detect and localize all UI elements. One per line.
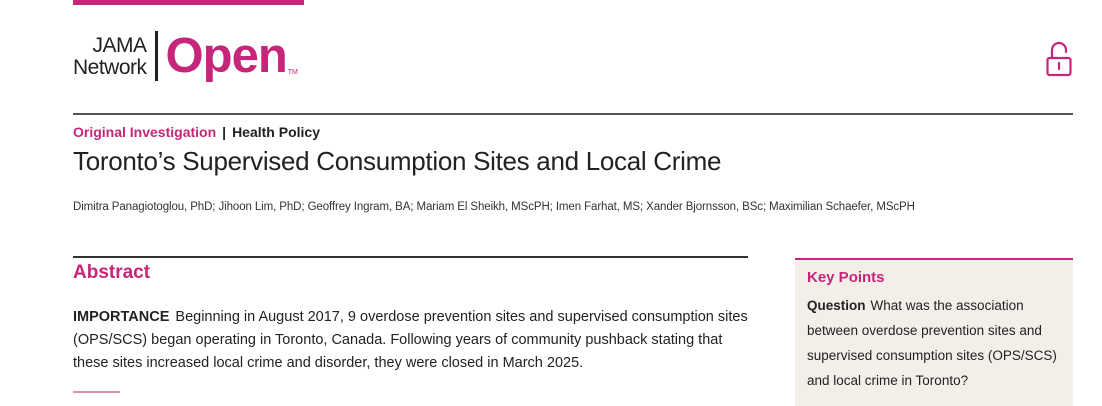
question-label: Question [807,298,866,313]
key-points-heading: Key Points [807,269,885,286]
question-text: What was the association between overdose prevention sites and supervised consumption sites (OPS/SCS) and local crime in Toronto? [807,298,1057,388]
logo-network: Network [73,55,147,79]
category-separator: | [222,124,227,140]
importance-text: Beginning in August 2017, 9 overdose prevention sites and supervised consumption sites (OPS/SCS) began operating in Toronto, Canada. Following years of community pushback stating that these sites increased local crime and disorder, they were closed in March 2025. [73,309,748,371]
jama-network-open-logo[interactable] [73,30,298,82]
key-points-box [795,258,1073,406]
open-lock-icon[interactable] [1045,40,1073,78]
logo-open: Open [165,28,287,83]
abstract-importance [73,306,753,375]
article-type-link[interactable]: Original Investigation [73,124,217,140]
top-accent-bar [73,0,304,5]
logo-divider [155,31,158,81]
key-points-top-rule [795,258,1073,260]
logo-trademark: TM [287,69,298,76]
logo-jama: JAMA [92,33,147,57]
abstract-heading: Abstract [73,262,151,283]
article-category [73,124,320,140]
header-divider [73,113,1073,115]
article-topic: Health Policy [232,124,320,140]
key-points-question [807,293,1065,393]
article-title: Toronto’s Supervised Consumption Sites and Local Crime [73,146,722,176]
author-list: Dimitra Panagiotoglou, PhD; Jihoon Lim, PhD; Geoffrey Ingram, BA; Mariam El Sheikh, MScPH; Imen Farhat, MS; Xander Bjornsson, BSc; Maximilian Schaefer, MScPH [73,201,915,213]
abstract-divider [73,256,748,258]
importance-label: IMPORTANCE [73,309,170,325]
section-end-marker [73,391,120,393]
logo-wordmark [73,35,147,78]
